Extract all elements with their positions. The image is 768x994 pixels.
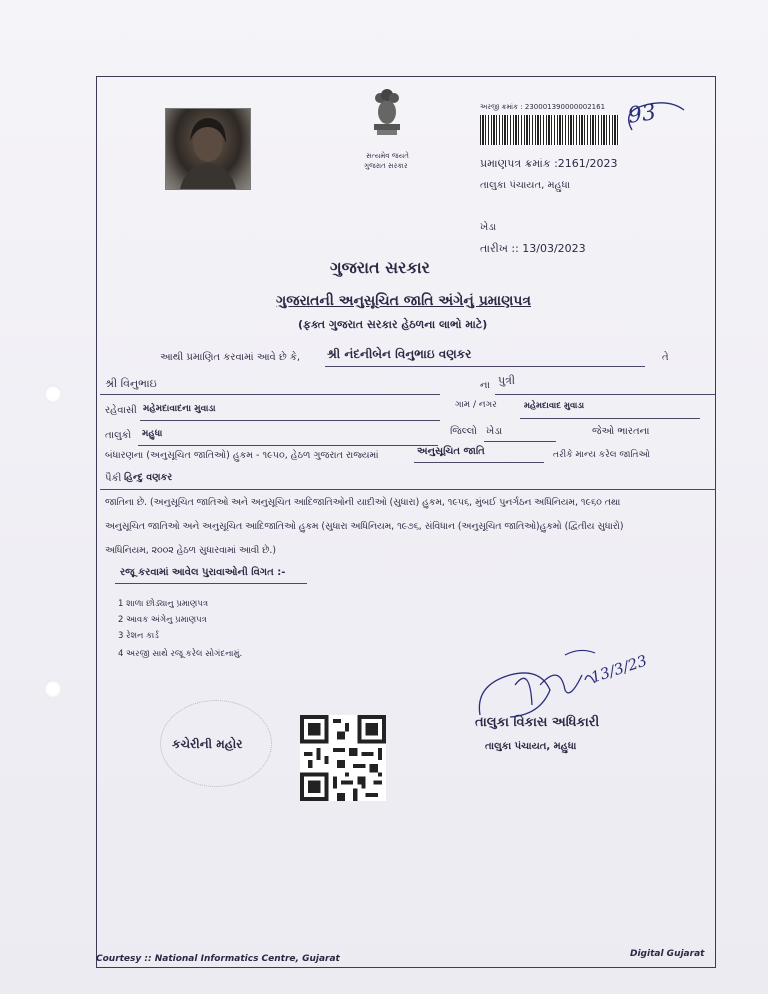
qr-code	[300, 715, 386, 801]
village-label: ગામ / નગર	[455, 400, 497, 410]
name-underline	[325, 366, 645, 367]
paragraph-line-1: જાતિના છે. (અનુસૂચિત જાતિઓ અને અનુસૂચિત આદિજાતિઓની યાદીઓ (સુધારા) હુકમ, ૧૯૫૬, મુંબઈ પુનર્ગઠન અધિનિયમ, ૧૯૬૦ તથા	[105, 497, 621, 508]
punch-hole-bottom	[44, 680, 62, 698]
category-value: અનુસૂચિત જાતિ	[417, 446, 485, 457]
that-suffix: તે	[662, 352, 669, 363]
emblem-caption-1: સત્યમેવ જયતે	[366, 152, 409, 160]
documents-heading-underline	[115, 583, 307, 584]
taluka-label: તાલુકો	[105, 430, 132, 441]
resident-underline	[140, 420, 440, 421]
relation: પુત્રી	[498, 374, 516, 387]
issuing-office: તાલુકા પંચાયત, મહુધા	[480, 180, 571, 191]
document-item: 4 અરજી સાથે રજૂ કરેલ સોગંદનામું.	[118, 649, 243, 659]
officer-title: તાલુકા વિકાસ અધિકારી	[475, 715, 600, 730]
paragraph-line-2: અનુસૂચિત જાતિઓ અને અનુસૂચિત આદિજાતિઓ હુકમ (સુધારા અધિનિયમ, ૧૯૭૬, સંવિધાન (અનુસૂચિત જાતિઓ)હુકમો (દ્વિતીય સુધારો)	[105, 521, 624, 532]
barcode	[480, 115, 620, 145]
district-label: જિલ્લો	[450, 426, 477, 437]
document-item: 1 શાળા છોડ્યાનુ પ્રમાણપત્ર	[118, 599, 209, 609]
state-emblem	[362, 84, 412, 144]
brand-label: Digital Gujarat	[630, 949, 705, 959]
father-underline	[100, 394, 440, 395]
india-suffix: જેઓ ભારતના	[592, 426, 650, 437]
applicant-name: શ્રી નંદનીબેન વિનુભાઇ વણકર	[327, 347, 472, 361]
taluka-underline	[138, 445, 438, 446]
issue-date: તારીખ :: 13/03/2023	[480, 242, 586, 255]
subcaste-value: હિન્દુ વણકર	[124, 472, 173, 483]
relation-underline	[495, 394, 715, 395]
constitution-text: બંધારણના (અનુસૂચિત જાતિઓ) હુકમ - ૧૯૫૦, હેઠળ ગુજરાત રાજ્યમાં	[105, 450, 379, 461]
issuing-district: ખેડા	[480, 222, 497, 233]
emblem-caption-2: ગુજરાત સરકાર	[364, 162, 408, 170]
punch-hole-top	[44, 385, 62, 403]
of-label: ના	[480, 380, 490, 391]
office-seal-label: કચેરીની મહોર	[172, 737, 243, 751]
courtesy-note: Courtesy :: National Informatics Centre, Gujarat	[96, 954, 340, 964]
subcaste-underline	[100, 489, 716, 490]
subcaste-label: પૈકી	[105, 473, 122, 484]
village-value: મહેમદાવાદ મુવાડા	[524, 401, 585, 411]
district-value: ખેડા	[486, 426, 503, 437]
resident-label: રહેવાસી	[105, 405, 137, 416]
category-underline	[414, 462, 544, 463]
handwritten-circle	[620, 100, 690, 140]
document-item: 2 આવક અંગેનુ પ્રમાણપત્ર	[118, 615, 207, 625]
government-title: ગુજરાત સરકાર	[330, 258, 430, 277]
applicant-photo	[165, 108, 251, 190]
certificate-title: ગુજરાતની અનુસૂચિત જાતિ અંગેનું પ્રમાણપત્ર	[276, 293, 532, 309]
father-name: શ્રી વિનુભાઇ	[105, 377, 157, 390]
village-underline	[520, 418, 700, 419]
certificate-subtitle: (ફક્ત ગુજરાત સરકાર હેઠળના લાભો માટે)	[298, 318, 488, 331]
district-underline	[484, 441, 556, 442]
document-item: 3 રેશન કાર્ડ	[118, 631, 159, 641]
reference-number: અરજી ક્રમાંક : 230001390000002161	[480, 103, 606, 111]
certificate-number: પ્રમાણપત્ર ક્રમાંક :2161/2023	[480, 157, 618, 170]
certify-prefix: આથી પ્રમાણિત કરવામાં આવે છે કે,	[160, 352, 301, 363]
paragraph-line-3: અધિનિયમ, ૨૦૦૨ હેઠળ સુધારવામાં આવી છે.)	[105, 545, 276, 556]
documents-heading: રજૂ કરવામાં આવેલ પુરાવાઓની વિગત :-	[120, 567, 286, 578]
signature-date: 13/3/23	[588, 651, 650, 687]
taluka-value: મહુધા	[142, 429, 163, 439]
resident-value: મહેમદાવાદના મુવાડા	[143, 404, 216, 414]
handwritten-number: 93	[626, 100, 658, 129]
officer-office: તાલુકા પંચાયત, મહુધા	[485, 741, 577, 752]
recognized-text: તરીકે માન્ય કરેલ જાતિઓ	[553, 450, 650, 460]
